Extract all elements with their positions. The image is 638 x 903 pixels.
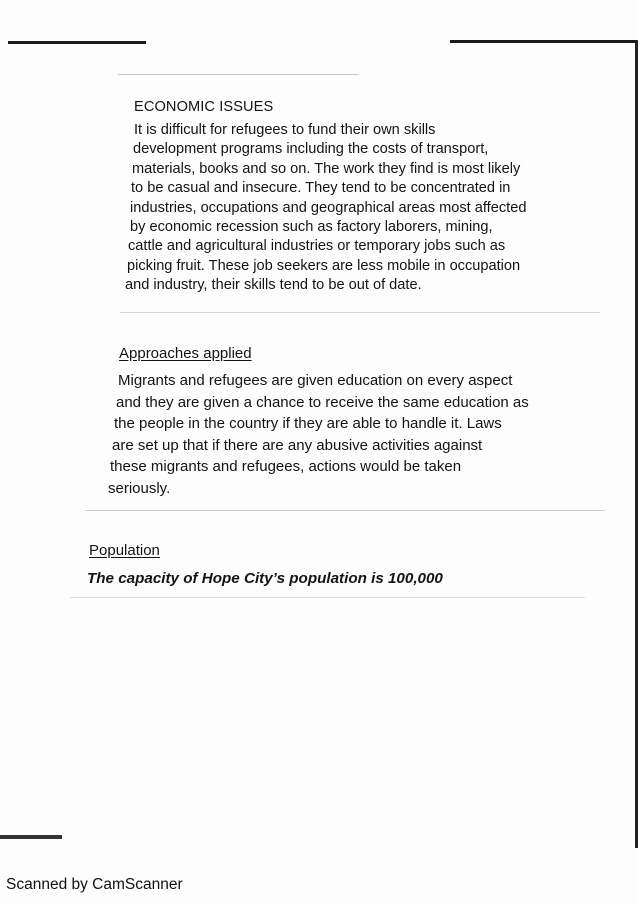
approaches-section — [119, 344, 252, 363]
divider-line — [85, 510, 605, 511]
paragraph-line: cattle and agricultural industries or temporary jobs such as — [128, 238, 506, 255]
paragraph-line: these migrants and refugees, actions would be taken — [110, 458, 462, 475]
economic-issues-heading: ECONOMIC ISSUES — [134, 99, 274, 115]
population-capacity-text: The capacity of Hope City’s population is 100,000 — [87, 570, 443, 587]
paragraph-line: picking fruit. These job seekers are less mobile in occupation — [127, 257, 521, 274]
divider-line — [120, 312, 600, 313]
paragraph-line: the people in the country if they are able to handle it. Laws — [114, 415, 502, 432]
paragraph-line: and industry, their skills tend to be out of date. — [125, 277, 422, 294]
paragraph-line: to be casual and insecure. They tend to be concentrated in — [131, 180, 511, 197]
paragraph-line: It is difficult for refugees to fund their own skills — [134, 122, 436, 138]
camscanner-watermark: Scanned by CamScanner — [6, 876, 183, 893]
economic-issues-section — [134, 98, 273, 117]
divider-line — [70, 597, 585, 598]
paragraph-line: industries, occupations and geographical areas most affected — [130, 199, 527, 216]
top-left-scan-mark — [8, 41, 146, 44]
population-section — [89, 541, 160, 560]
bottom-left-scan-mark — [0, 835, 62, 839]
paragraph-line: by economic recession such as factory laborers, mining, — [130, 219, 493, 236]
paragraph-line: seriously. — [108, 479, 171, 497]
population-capacity-block — [87, 569, 443, 588]
approaches-heading: Approaches applied — [119, 345, 252, 362]
paragraph-line: and they are given a chance to receive the same education as — [116, 393, 529, 411]
paragraph-line: development programs including the costs of transport, — [133, 141, 489, 158]
approaches-paragraph — [0, 370, 638, 499]
population-heading: Population — [89, 542, 160, 559]
paragraph-line: Migrants and refugees are given education on every aspect — [118, 372, 513, 389]
top-right-scan-mark — [450, 40, 638, 43]
divider-line — [118, 74, 358, 75]
economic-issues-paragraph — [0, 121, 638, 296]
paragraph-line: materials, books and so on. The work they find is most likely — [132, 160, 521, 177]
paragraph-line: are set up that if there are any abusive activities against — [112, 436, 483, 454]
